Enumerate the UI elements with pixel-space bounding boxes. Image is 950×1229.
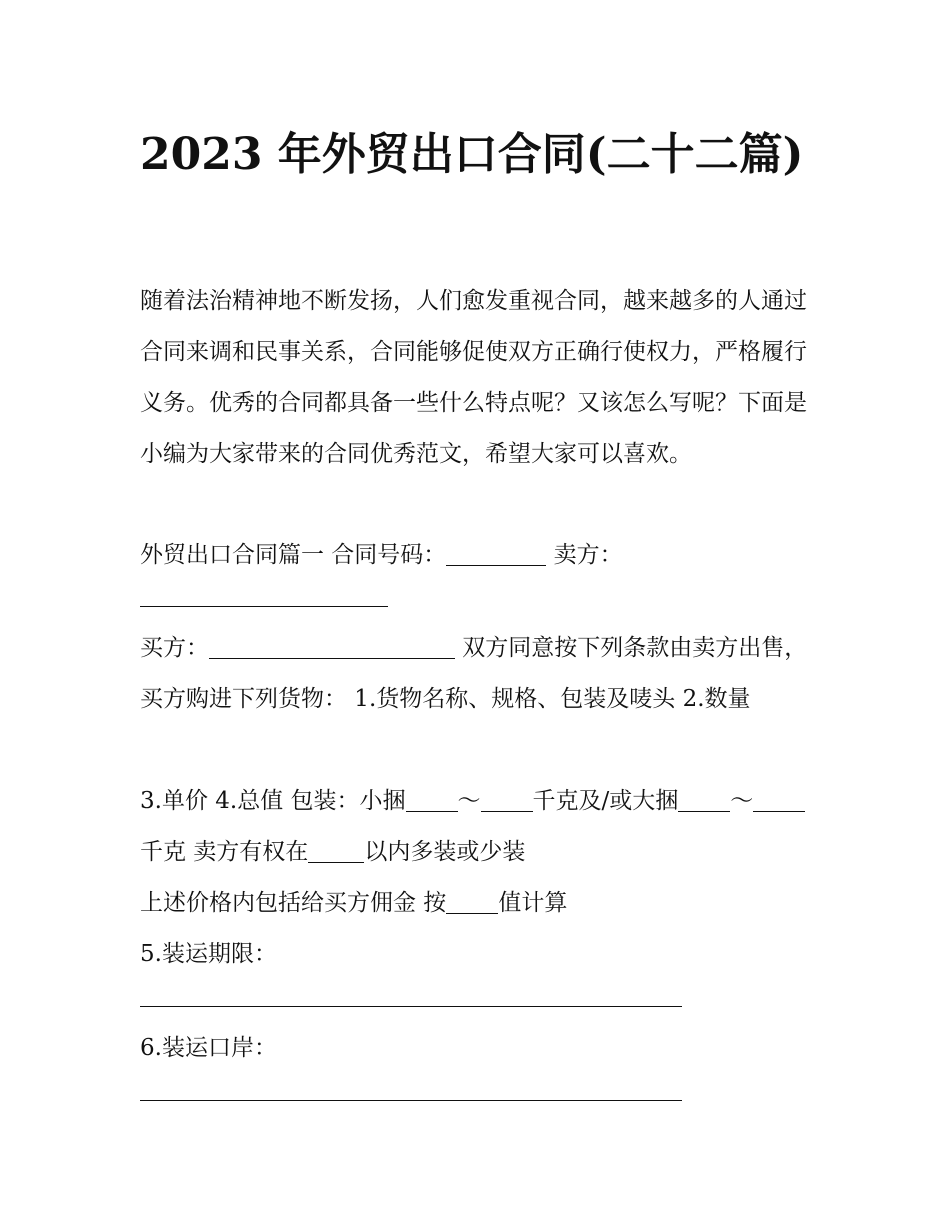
seller-label: 卖方：: [546, 542, 623, 568]
packing-tilde-1: ～: [457, 788, 481, 814]
contract-number-label: 外贸出口合同篇一 合同号码：: [140, 542, 447, 568]
packing-blank-5: [308, 839, 364, 863]
price-blank: [446, 890, 498, 914]
buyer-paragraph: [140, 623, 820, 725]
price-suffix: 值计算: [498, 890, 568, 916]
goods-clause: 双方同意按下列条款由卖方出售，买方购进下列货物： 1.货物名称、规格、包装及唛头 2.数量: [140, 635, 808, 712]
price-label: 上述价格内包括给买方佣金 按: [140, 890, 447, 916]
buyer-blank: [209, 635, 455, 659]
document-title: 2023 年外贸出口合同(二十二篇): [140, 129, 804, 180]
contract-number-line: [140, 530, 820, 581]
price-line: [140, 878, 820, 929]
packing-blank-3: [678, 788, 730, 812]
packing-label: 3.单价 4.总值 包装：小捆: [140, 788, 406, 814]
packing-seller-right: 千克 卖方有权在: [140, 839, 309, 865]
contract-number-blank: [446, 542, 546, 566]
packing-blank-1: [406, 788, 458, 812]
shipment-period-label: 5.装运期限：: [140, 941, 277, 967]
packing-blank-2: [481, 788, 533, 812]
packing-large-bundle: 千克及/或大捆: [532, 788, 679, 814]
seller-blank-line: [140, 606, 388, 607]
packing-paragraph: [140, 776, 820, 878]
packing-blank-4: [753, 788, 805, 812]
buyer-label: 买方：: [140, 635, 209, 661]
intro-paragraph: 随着法治精神地不断发扬，人们愈发重视合同，越来越多的人通过合同来调和民事关系，合同能够促使双方正确行使权力，严格履行义务。优秀的合同都具备一些什么特点呢？又该怎么写呢？下面是小编为大家带来的合同优秀范文，希望大家可以喜欢。: [140, 288, 807, 467]
packing-tilde-2: ～: [730, 788, 754, 814]
packing-more-or-less: 以内多装或少装: [364, 839, 526, 865]
shipment-port-label: 6.装运口岸：: [140, 1035, 277, 1061]
shipment-period-blank-line: [140, 1006, 682, 1007]
shipment-port-blank-line: [140, 1100, 682, 1101]
